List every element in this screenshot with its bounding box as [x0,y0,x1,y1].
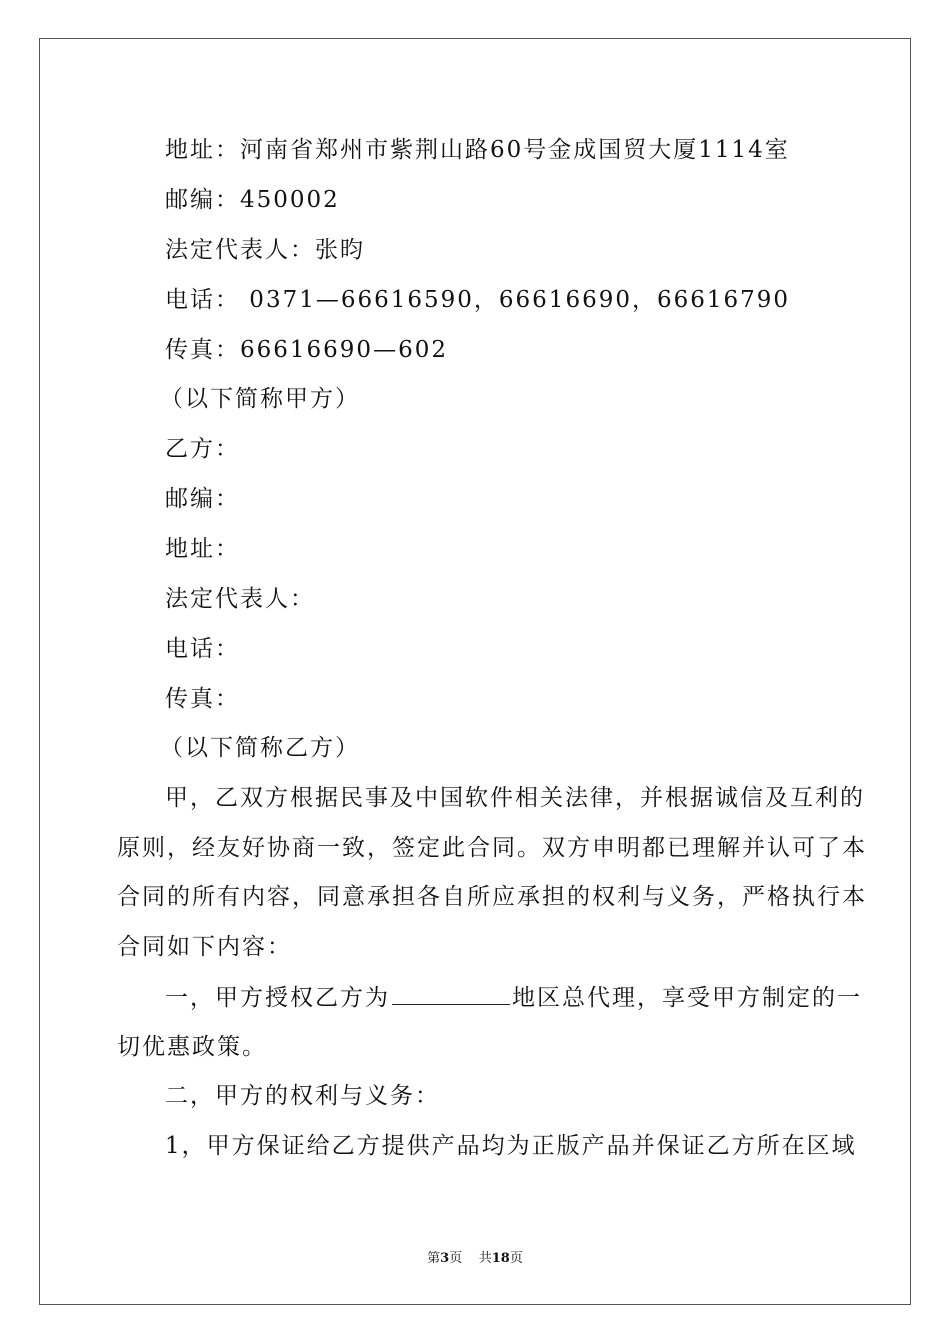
paragraph-line: 合同如下内容： [117,934,292,960]
footer-total-suffix: 页 [509,1251,523,1266]
party-a-fax: 传真：66616690—602 [165,337,448,363]
footer-page-suffix: 页 [449,1251,463,1266]
party-a-address: 地址：河南省郑州市紫荆山路60号金成国贸大厦1114室 [165,137,790,163]
footer-page-number: 3 [440,1251,450,1266]
party-b-phone: 电话： [165,636,240,662]
region-blank [392,982,510,1005]
party-a-abbrev: （以下简称甲方） [160,386,360,412]
clause-one-text-b: 地区总代理，享受甲方制定的一 [512,985,862,1011]
paragraph-line: 原则，经友好协商一致，签定此合同。双方申明都已理解并认可了本 [117,835,867,861]
party-b-title: 乙方： [165,436,240,462]
party-b-fax: 传真： [165,686,240,712]
page-footer [0,1247,950,1266]
party-a-phone: 电话： 0371—66616590，66616690，66616790 [165,287,791,313]
paragraph-line: 1，甲方保证给乙方提供产品均为正版产品并保证乙方所在区域 [165,1133,857,1159]
footer-prefix: 第 [427,1251,441,1266]
paragraph-line: 甲，乙双方根据民事及中国软件相关法律，并根据诚信及互利的 [165,785,865,811]
paragraph-line: 合同的所有内容，同意承担各自所应承担的权利与义务，严格执行本 [117,884,867,910]
paragraph-line: 切优惠政策。 [117,1034,267,1060]
clause-one-line [165,982,862,1013]
party-a-postcode: 邮编：450002 [165,187,340,213]
clause-two-heading: 二，甲方的权利与义务： [165,1083,440,1109]
party-b-address: 地址： [165,536,240,562]
footer-total-prefix: 共 [478,1251,492,1266]
page-border [39,38,911,1305]
party-b-abbrev: （以下简称乙方） [160,735,360,761]
party-a-legal-rep: 法定代表人：张昀 [165,237,365,263]
party-b-postcode: 邮编： [165,486,240,512]
party-b-legal-rep: 法定代表人： [165,586,315,612]
footer-total-pages: 18 [491,1251,510,1266]
clause-one-text-a: 一，甲方授权乙方为 [165,985,390,1011]
